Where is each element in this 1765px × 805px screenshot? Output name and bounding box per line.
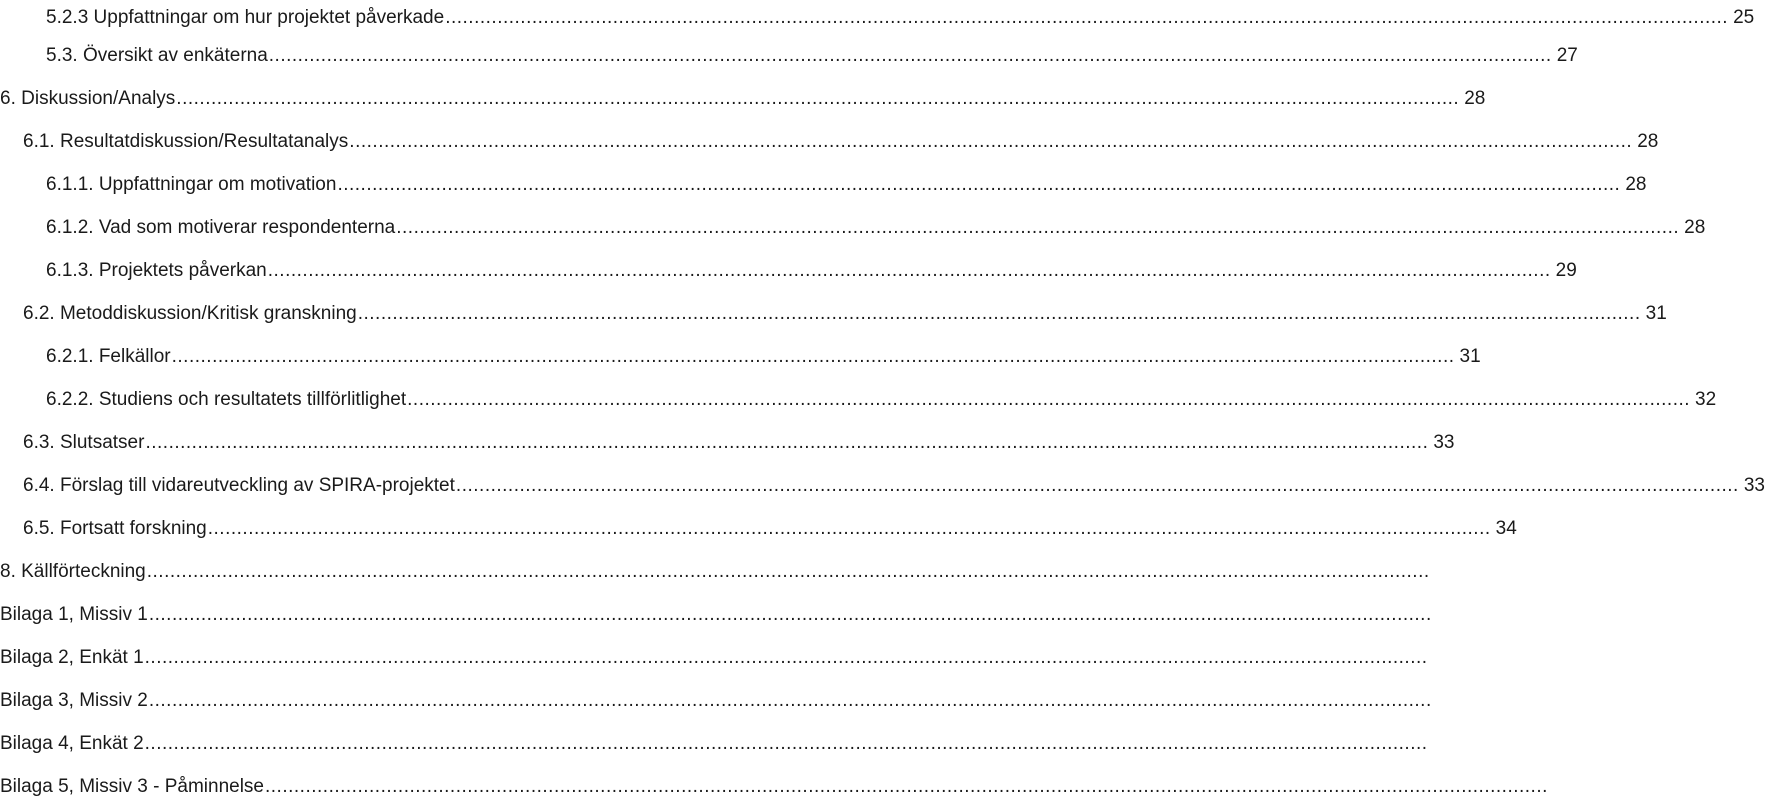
- toc-entry-title: 6.4. Förslag till vidareutveckling av SPIRA-projektet: [23, 475, 455, 496]
- toc-dot-leader: ..............................................................................................................................................................................................................................: [267, 260, 1551, 281]
- toc-entry[interactable]: [46, 0, 1755, 30]
- toc-dot-leader: ..............................................................................................................................................................................................................................: [337, 174, 1621, 195]
- toc-dot-leader: ..............................................................................................................................................................................................................................: [268, 45, 1552, 66]
- toc-entry-title: Bilaga 4, Enkät 2: [0, 733, 144, 754]
- toc-entry[interactable]: [46, 339, 1481, 369]
- toc-entry-title: 6. Diskussion/Analys: [0, 88, 176, 109]
- toc-page-number: 28: [1464, 88, 1486, 109]
- toc-dot-leader: ..............................................................................................................................................................................................................................: [146, 561, 1430, 582]
- toc-dot-leader: ..............................................................................................................................................................................................................................: [171, 346, 1455, 367]
- toc-entry-title: Bilaga 5, Missiv 3 - Påminnelse: [0, 776, 264, 797]
- toc-entry[interactable]: [46, 167, 1647, 197]
- toc-entry[interactable]: [46, 253, 1577, 283]
- toc-page-number: 28: [1637, 131, 1659, 152]
- toc-page-number: 34: [1495, 518, 1517, 539]
- toc-entry[interactable]: [0, 81, 1486, 111]
- toc-dot-leader: ..............................................................................................................................................................................................................................: [396, 217, 1680, 238]
- toc-entry[interactable]: [46, 382, 1717, 412]
- toc-page-number: 28: [1625, 174, 1647, 195]
- toc-entry-title: 6.1.3. Projektets påverkan: [46, 260, 267, 281]
- toc-dot-leader: ..............................................................................................................................................................................................................................: [144, 733, 1428, 754]
- toc-entry[interactable]: [0, 554, 1430, 584]
- toc-page-number: 31: [1645, 303, 1667, 324]
- toc-page-number: 28: [1684, 217, 1706, 238]
- toc-page-number: 27: [1556, 45, 1578, 66]
- toc-entry-title: 6.1.2. Vad som motiverar respondenterna: [46, 217, 396, 238]
- toc-page-number: 32: [1695, 389, 1717, 410]
- toc-page-number: 31: [1459, 346, 1481, 367]
- toc-entry[interactable]: [46, 38, 1578, 68]
- toc-page-number: 33: [1743, 475, 1765, 496]
- toc-dot-leader: ..............................................................................................................................................................................................................................: [349, 131, 1633, 152]
- toc-page-number: 33: [1433, 432, 1455, 453]
- toc-dot-leader: ..............................................................................................................................................................................................................................: [407, 389, 1691, 410]
- toc-dot-leader: ..............................................................................................................................................................................................................................: [455, 475, 1739, 496]
- toc-entry-title: Bilaga 3, Missiv 2: [0, 690, 148, 711]
- toc-entry-title: Bilaga 2, Enkät 1: [0, 647, 144, 668]
- toc-dot-leader: ..............................................................................................................................................................................................................................: [445, 7, 1729, 28]
- toc-entry[interactable]: [23, 425, 1455, 455]
- toc-dot-leader: ..............................................................................................................................................................................................................................: [265, 776, 1548, 797]
- toc-entry[interactable]: [23, 296, 1667, 326]
- toc-entry[interactable]: [0, 726, 1428, 756]
- toc-page-number: 29: [1555, 260, 1577, 281]
- toc-entry[interactable]: [0, 769, 1548, 799]
- toc-page-number: 25: [1733, 7, 1755, 28]
- toc-entry-title: 5.3. Översikt av enkäterna: [46, 45, 268, 66]
- toc-entry[interactable]: [23, 124, 1659, 154]
- toc-entry-title: 6.1.1. Uppfattningar om motivation: [46, 174, 337, 195]
- toc-entry[interactable]: [0, 640, 1428, 670]
- toc-dot-leader: ..............................................................................................................................................................................................................................: [176, 88, 1460, 109]
- toc-entry-title: Bilaga 1, Missiv 1: [0, 604, 148, 625]
- toc-entry-title: 6.3. Slutsatser: [23, 432, 145, 453]
- toc-entry-title: 8. Källförteckning: [0, 561, 146, 582]
- toc-entry[interactable]: [0, 683, 1432, 713]
- toc-dot-leader: ..............................................................................................................................................................................................................................: [148, 690, 1432, 711]
- toc-entry[interactable]: [23, 511, 1517, 541]
- toc-dot-leader: ..............................................................................................................................................................................................................................: [145, 432, 1429, 453]
- toc-entry-title: 5.2.3 Uppfattningar om hur projektet påverkade: [46, 7, 445, 28]
- toc-entry-title: 6.2. Metoddiskussion/Kritisk granskning: [23, 303, 357, 324]
- toc-entry[interactable]: [46, 210, 1706, 240]
- toc-dot-leader: ..............................................................................................................................................................................................................................: [357, 303, 1641, 324]
- toc-entry[interactable]: [0, 597, 1432, 627]
- toc-dot-leader: ..............................................................................................................................................................................................................................: [144, 647, 1428, 668]
- toc-entry-title: 6.1. Resultatdiskussion/Resultatanalys: [23, 131, 349, 152]
- toc-entry-title: 6.5. Fortsatt forskning: [23, 518, 207, 539]
- toc-entry-title: 6.2.2. Studiens och resultatets tillförlitlighet: [46, 389, 407, 410]
- toc-entry[interactable]: [23, 468, 1765, 498]
- toc-dot-leader: ..............................................................................................................................................................................................................................: [207, 518, 1491, 539]
- toc-entry-title: 6.2.1. Felkällor: [46, 346, 171, 367]
- toc-dot-leader: ..............................................................................................................................................................................................................................: [148, 604, 1432, 625]
